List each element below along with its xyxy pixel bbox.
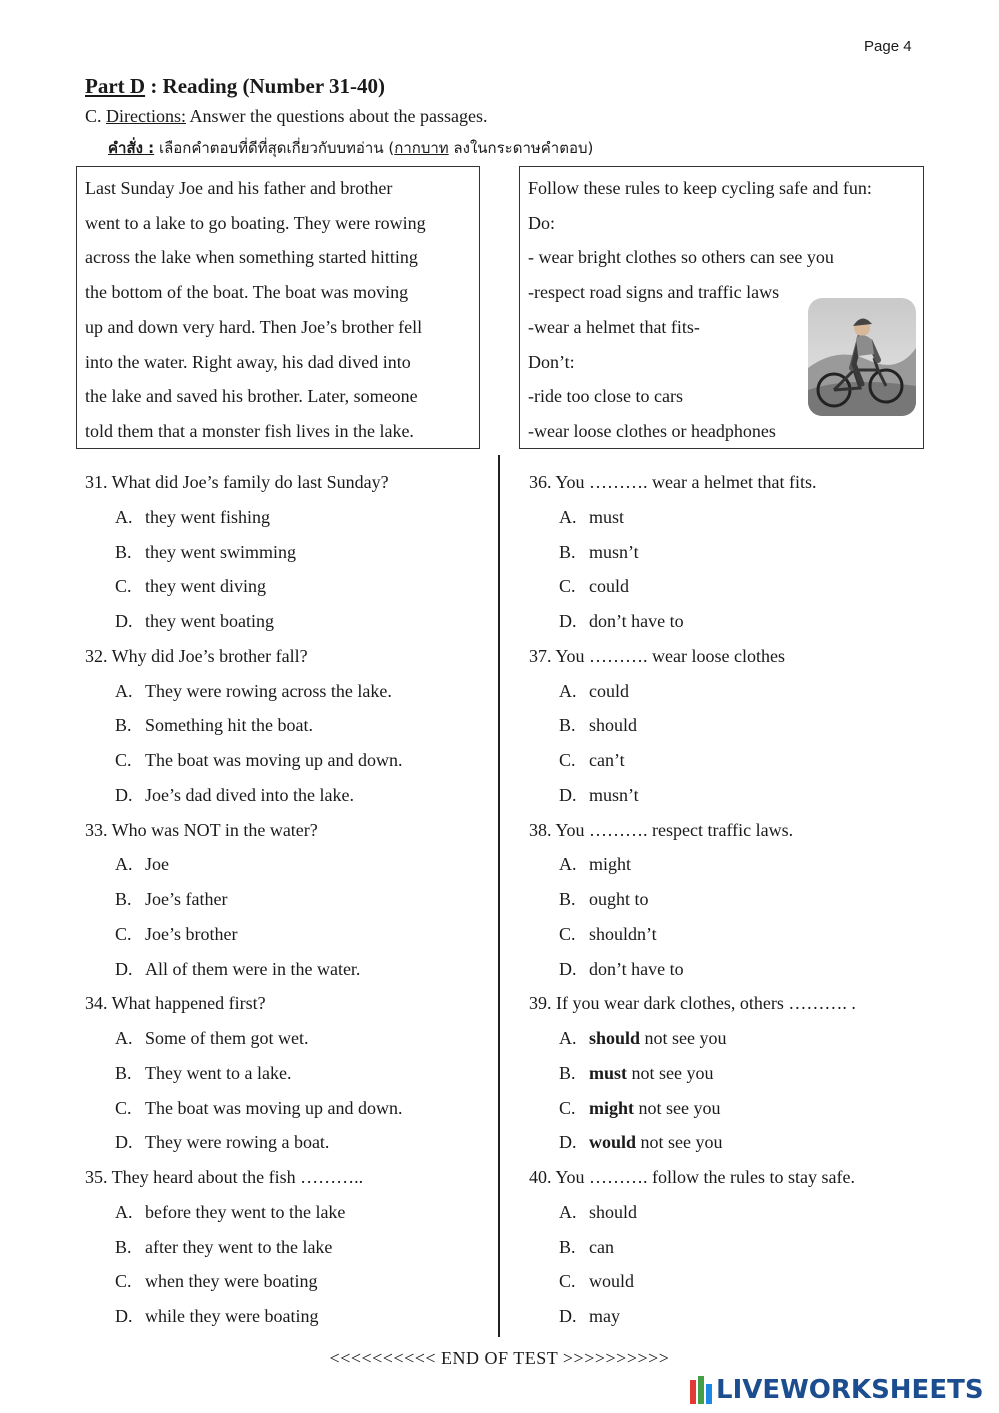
- option-letter: B.: [559, 1236, 576, 1257]
- option-letter: A.: [559, 506, 577, 527]
- option-text: they went boating: [145, 611, 274, 631]
- option-text: when they were boating: [145, 1271, 318, 1292]
- option-letter: A.: [559, 854, 577, 875]
- option-letter: B.: [115, 715, 132, 736]
- option-letter: C.: [559, 576, 576, 597]
- option-text: Something hit the boat.: [145, 715, 313, 736]
- option-letter: B.: [559, 715, 576, 736]
- answer-option[interactable]: [85, 1302, 402, 1337]
- option-letter: C.: [115, 1097, 132, 1118]
- passage-line: told them that a monster fish lives in the lake.: [85, 420, 414, 441]
- option-letter: C.: [559, 1271, 576, 1292]
- option-text: not see you: [634, 1097, 721, 1118]
- question-text: 35. They heard about the fish ………..: [85, 1167, 364, 1187]
- option-text: can’t: [589, 750, 625, 770]
- option-letter: C.: [559, 750, 576, 770]
- option-letter: C.: [115, 1271, 132, 1292]
- option-text: ought to: [589, 889, 649, 909]
- answer-option[interactable]: [85, 781, 402, 816]
- answer-option[interactable]: [529, 677, 856, 712]
- option-text: would: [589, 1271, 634, 1292]
- option-letter: D.: [115, 1132, 133, 1153]
- option-text: Joe’s brother: [145, 923, 238, 944]
- questions-right: [529, 468, 856, 1337]
- directions-label: Directions:: [106, 106, 186, 126]
- page-number: Page 4: [864, 38, 912, 55]
- option-letter: B.: [559, 541, 576, 562]
- option-letter: D.: [559, 1132, 577, 1153]
- passage-line: - wear bright clothes so others can see you: [528, 247, 834, 268]
- brand-text: LIVEWORKSHEETS: [716, 1375, 984, 1405]
- option-letter: A.: [559, 1201, 577, 1222]
- option-text: they went diving: [145, 576, 266, 597]
- answer-option[interactable]: [529, 746, 856, 781]
- answer-option[interactable]: [529, 711, 856, 746]
- option-letter: A.: [559, 1028, 577, 1048]
- option-text: should: [589, 715, 638, 736]
- question-text: 32. Why did Joe’s brother fall?: [85, 645, 308, 666]
- answer-option[interactable]: [529, 1302, 856, 1337]
- option-letter: A.: [115, 1201, 133, 1222]
- liveworksheets-icon: [690, 1376, 714, 1404]
- thai-instruction-label: คำสั่ง :: [108, 139, 155, 157]
- question-text: 31. What did Joe’s family do last Sunday?: [85, 472, 389, 492]
- option-text: musn’t: [589, 784, 639, 805]
- answer-option[interactable]: [529, 503, 856, 538]
- passage-line: Don’t:: [528, 351, 575, 372]
- option-text: can: [589, 1236, 614, 1257]
- option-text: could: [589, 680, 629, 701]
- answer-option[interactable]: [85, 503, 402, 538]
- option-text: The boat was moving up and down.: [145, 750, 403, 770]
- option-text: All of them were in the water.: [145, 958, 361, 979]
- answer-option[interactable]: [85, 850, 402, 885]
- option-letter: A.: [115, 680, 133, 701]
- part-label: Part D: [85, 74, 146, 98]
- directions: [85, 106, 487, 127]
- option-text: They were rowing a boat.: [145, 1132, 330, 1153]
- answer-option[interactable]: [529, 1024, 856, 1059]
- option-letter: D.: [559, 784, 577, 805]
- option-text: not see you: [636, 1132, 723, 1153]
- passage-line: across the lake when something started hitting: [85, 247, 418, 268]
- option-text: must: [589, 506, 625, 527]
- option-letter: C.: [559, 923, 576, 944]
- answer-option[interactable]: [529, 920, 856, 955]
- answer-option[interactable]: [85, 1128, 402, 1163]
- part-title: [85, 74, 385, 99]
- option-letter: B.: [559, 889, 576, 909]
- questions-left: [85, 468, 402, 1337]
- option-letter: B.: [115, 1062, 132, 1083]
- passage-line: Do:: [528, 212, 555, 233]
- answer-option[interactable]: [529, 850, 856, 885]
- passage-line: Follow these rules to keep cycling safe and fun:: [528, 178, 872, 198]
- question-text: 36. You ………. wear a helmet that fits.: [529, 472, 817, 492]
- passage-line: -wear loose clothes or headphones: [528, 420, 776, 441]
- answer-option[interactable]: [529, 955, 856, 990]
- question-text: 33. Who was NOT in the water?: [85, 819, 318, 840]
- thai-instruction-end: ลงในกระดาษคำตอบ): [448, 139, 594, 157]
- option-letter: C.: [115, 576, 132, 597]
- option-letter: B.: [115, 541, 132, 562]
- answer-option[interactable]: [85, 1024, 402, 1059]
- option-text: while they were boating: [145, 1306, 319, 1326]
- directions-text: Answer the questions about the passages.: [186, 106, 488, 126]
- passage-line: -ride too close to cars: [528, 386, 683, 407]
- option-text: not see you: [640, 1028, 727, 1048]
- answer-option[interactable]: [85, 1267, 402, 1302]
- option-text: shouldn’t: [589, 923, 657, 944]
- option-bold-text: must: [589, 1062, 628, 1083]
- answer-option[interactable]: [85, 1233, 402, 1268]
- answer-option[interactable]: [529, 1094, 856, 1129]
- option-text: They went to a lake.: [145, 1062, 292, 1083]
- passage-left-box: [76, 166, 480, 449]
- answer-option[interactable]: [529, 1233, 856, 1268]
- answer-option[interactable]: [529, 781, 856, 816]
- thai-instruction: [108, 136, 593, 160]
- thai-instruction-text: เลือกคำตอบที่ดีที่สุดเกี่ยวกับบทอ่าน (: [154, 139, 395, 157]
- passage-line: -wear a helmet that fits-: [528, 316, 700, 337]
- question-text: 37. You ………. wear loose clothes: [529, 645, 785, 666]
- option-letter: C.: [559, 1097, 576, 1118]
- option-text: before they went to the lake: [145, 1201, 346, 1222]
- passage-line: went to a lake to go boating. They were rowing: [85, 212, 426, 233]
- answer-option[interactable]: [85, 746, 402, 781]
- answer-option[interactable]: [529, 1198, 856, 1233]
- option-letter: D.: [115, 958, 133, 979]
- answer-option[interactable]: [529, 607, 856, 642]
- answer-option[interactable]: [85, 572, 402, 607]
- option-letter: D.: [115, 611, 133, 631]
- option-bold-text: might: [589, 1097, 634, 1118]
- option-text: Some of them got wet.: [145, 1028, 309, 1048]
- passage-line: up and down very hard. Then Joe’s brother fell: [85, 316, 423, 337]
- answer-option[interactable]: [85, 607, 402, 642]
- option-letter: D.: [559, 958, 577, 979]
- answer-option[interactable]: [529, 572, 856, 607]
- part-title-text: : Reading (Number 31-40): [145, 74, 385, 98]
- column-divider: [498, 455, 500, 1337]
- question-text: 34. What happened first?: [85, 993, 266, 1014]
- option-letter: D.: [559, 1306, 577, 1326]
- passage-line: -respect road signs and traffic laws: [528, 282, 780, 303]
- option-text: could: [589, 576, 629, 597]
- option-letter: A.: [115, 1028, 133, 1048]
- option-text: they went swimming: [145, 541, 296, 562]
- passage-line: the lake and saved his brother. Later, someone: [85, 386, 418, 407]
- option-text: don’t have to: [589, 958, 684, 979]
- option-text: may: [589, 1306, 620, 1326]
- passage-line: the bottom of the boat. The boat was moving: [85, 282, 409, 303]
- option-text: Joe’s father: [145, 889, 228, 909]
- answer-option[interactable]: [85, 1094, 402, 1129]
- directions-prefix: C.: [85, 106, 107, 126]
- question-text: 40. You ………. follow the rules to stay safe.: [529, 1167, 855, 1187]
- option-bold-text: should: [589, 1028, 641, 1048]
- option-letter: A.: [559, 680, 577, 701]
- option-text: they went fishing: [145, 506, 270, 527]
- option-letter: A.: [115, 854, 133, 875]
- option-letter: A.: [115, 506, 133, 527]
- option-text: not see you: [627, 1062, 714, 1083]
- answer-option[interactable]: [85, 1198, 402, 1233]
- answer-option[interactable]: [529, 1267, 856, 1302]
- option-letter: C.: [115, 750, 132, 770]
- option-text: musn’t: [589, 541, 639, 562]
- answer-option[interactable]: [85, 677, 402, 712]
- option-letter: B.: [559, 1062, 576, 1083]
- answer-option[interactable]: [85, 885, 402, 920]
- answer-option[interactable]: [85, 711, 402, 746]
- answer-option[interactable]: [85, 1059, 402, 1094]
- option-text: Joe: [145, 854, 169, 875]
- option-bold-text: would: [589, 1132, 637, 1153]
- option-letter: D.: [115, 1306, 133, 1326]
- thai-instruction-underlined: กากบาท: [394, 139, 449, 157]
- answer-option[interactable]: [85, 920, 402, 955]
- answer-option[interactable]: [529, 1059, 856, 1094]
- answer-option[interactable]: [85, 538, 402, 573]
- question-text: 39. If you wear dark clothes, others ………. .: [529, 993, 856, 1014]
- option-text: They were rowing across the lake.: [145, 680, 392, 701]
- option-text: Joe’s dad dived into the lake.: [145, 784, 354, 805]
- option-letter: B.: [115, 889, 132, 909]
- option-letter: C.: [115, 923, 132, 944]
- answer-option[interactable]: [529, 1128, 856, 1163]
- cyclist-icon: [808, 298, 916, 416]
- answer-option[interactable]: [85, 955, 402, 990]
- option-letter: B.: [115, 1236, 132, 1257]
- option-text: should: [589, 1201, 638, 1222]
- passage-line: Last Sunday Joe and his father and brother: [85, 178, 393, 198]
- option-text: don’t have to: [589, 611, 684, 631]
- option-text: after they went to the lake: [145, 1236, 333, 1257]
- option-letter: D.: [115, 784, 133, 805]
- question-text: 38. You ………. respect traffic laws.: [529, 819, 794, 840]
- liveworksheets-logo: [690, 1374, 984, 1406]
- answer-option[interactable]: [529, 538, 856, 573]
- option-letter: D.: [559, 611, 577, 631]
- option-text: The boat was moving up and down.: [145, 1097, 403, 1118]
- end-of-test: <<<<<<<<<< END OF TEST >>>>>>>>>>: [329, 1348, 670, 1368]
- option-text: might: [589, 854, 632, 875]
- passage-line: into the water. Right away, his dad dived into: [85, 351, 411, 372]
- answer-option[interactable]: [529, 885, 856, 920]
